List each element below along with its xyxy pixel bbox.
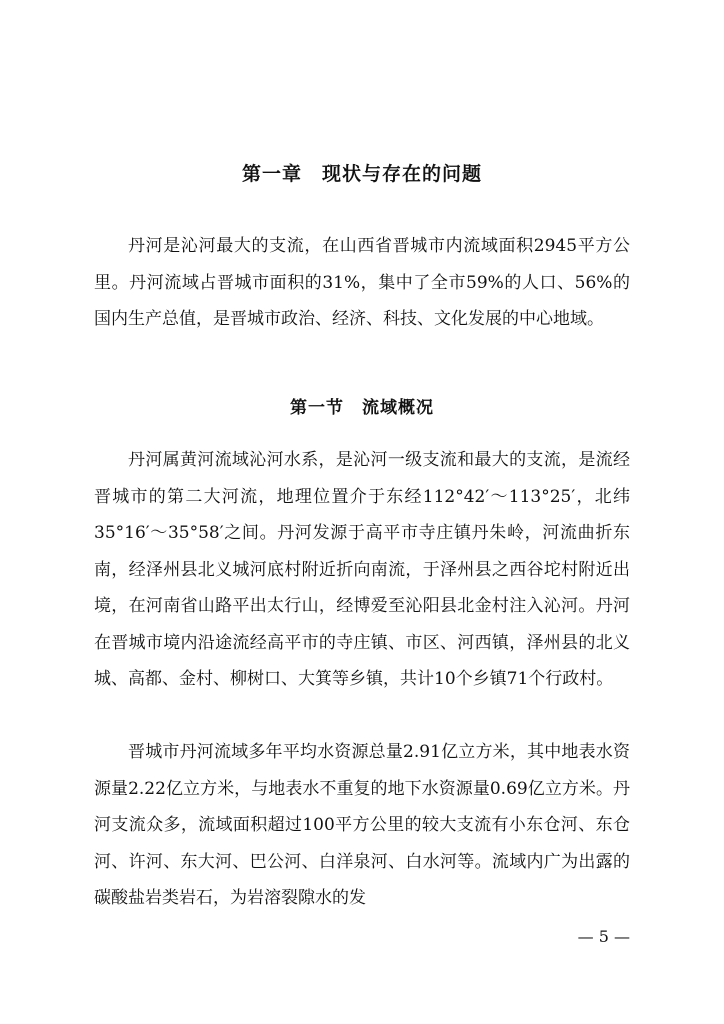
paragraph-intro: 丹河是沁河最大的支流，在山西省晋城市内流域面积2945平方公里。丹河流域占晋城市面积的31%，集中了全市59%的人口、56%的国内生产总值，是晋城市政治、经济、科技、文化发展的中心地域。	[94, 236, 630, 329]
paragraph-water-resources: 晋城市丹河流域多年平均水资源总量2.91亿立方米，其中地表水资源量2.22亿立方米，与地表水不重复的地下水资源量0.69亿立方米。丹河支流众多，流域面积超过100平方公里的较大支流有小东仓河、东仓河、许河、东大河、巴公河、白洋泉河、白水河等。流域内广为出露的碳酸盐岩类岩石，为岩溶裂隙水的发	[94, 742, 630, 908]
page-number: — 5 —	[577, 927, 630, 946]
paragraph-geography: 丹河属黄河流域沁河水系，是沁河一级支流和最大的支流，是流经晋城市的第二大河流，地理位置介于东经112°42′～113°25′，北纬35°16′～35°58′之间。丹河发源于高平市寺庄镇丹朱岭，河流曲折东南，经泽州县北义城河底村附近折向南流，于泽州县之西谷坨村附近出境，在河南省山路平出太行山，经博爱至沁阳县北金村注入沁河。丹河在晋城市境内沿途流经高平市的寺庄镇、市区、河西镇，泽州县的北义城、高都、金村、柳树口、大箕等乡镇，共计10个乡镇71个行政村。	[94, 450, 630, 689]
chapter-title: 第一章 现状与存在的问题	[241, 163, 482, 185]
section-title: 第一节 流域概况	[290, 398, 434, 418]
